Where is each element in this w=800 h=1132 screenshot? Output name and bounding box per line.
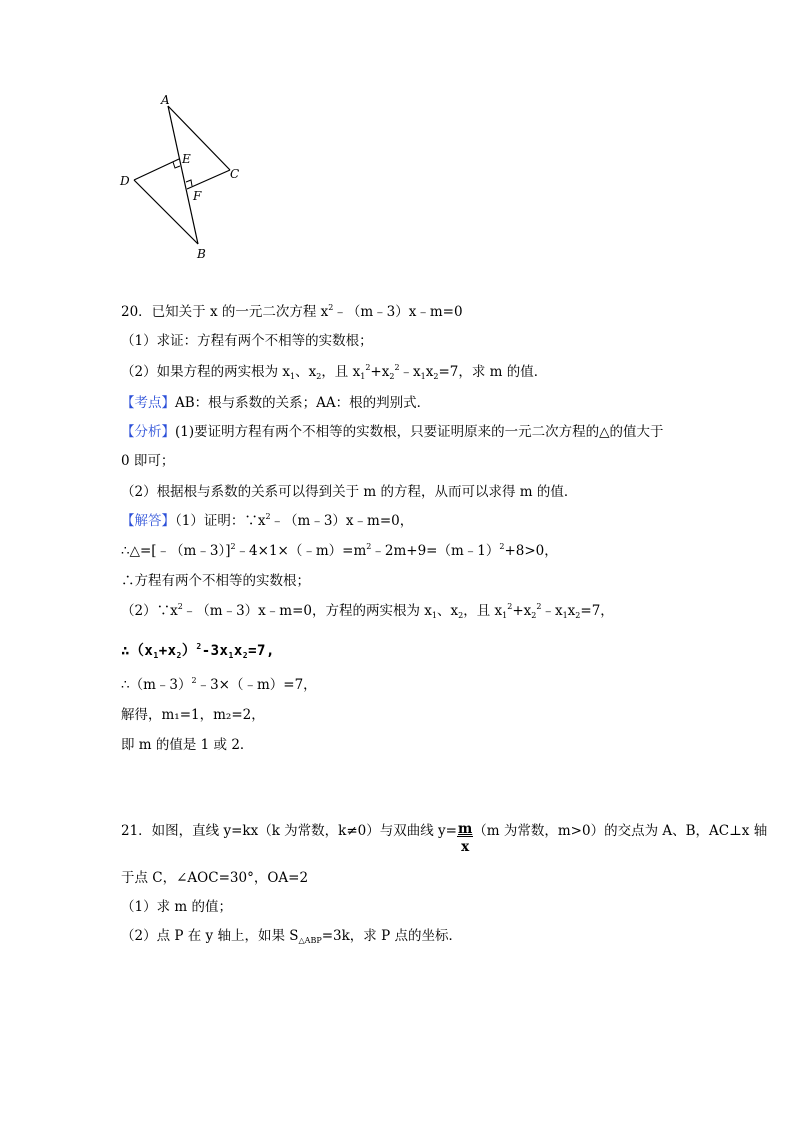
segment-DB — [134, 180, 198, 244]
label-E: E — [182, 152, 191, 166]
fraction-m-over-x: $\frac{m}{x}$ — [457, 821, 473, 855]
q20-delta-line: $\therefore\triangle=[﹣(m﹣3)]^2﹣4\times 1\times(﹣m)=m^2﹣2m+9=(m﹣1)^2+8>0$， — [121, 542, 558, 559]
jieda-tag: 【解答】 — [121, 513, 175, 529]
q20-kaodian: 【考点】AB：根与系数的关系；AA：根的判别式． — [121, 395, 431, 411]
q21-part2: （2）点 P 在 y 轴上，如果 $S_{\triangle ABP}=3k$，求 P 点的坐标． — [121, 928, 462, 945]
q21-stem: 21．如图，直线 y=kx（k 为常数，k≠0）与双曲线 y= $\frac{m}{x}$ （m 为常数，m>0）的交点为 A、B，AC⊥x 轴 — [121, 821, 768, 855]
q20-part1: （1）求证：方程有两个不相等的实数根； — [121, 333, 373, 349]
label-F: F — [193, 189, 202, 203]
q20-part2-solution-line: $(2)\because x^2﹣(m﹣3)x﹣m=0$，方程的两实根为 $x_1$、$x_2$，且 $x_1^2+x_2^2﹣x_1x_2=7$， — [121, 602, 614, 620]
segment-FC — [187, 170, 230, 189]
q20-answer-line: 即 m 的值是 1 或 2． — [121, 737, 254, 753]
segment-AB — [168, 106, 198, 244]
geometry-figure — [112, 92, 252, 267]
q20-therefore-line: ∴方程有两个不相等的实数根； — [121, 573, 310, 589]
label-A: A — [161, 93, 170, 107]
q20-stem: 20．已知关于 x 的一元二次方程 $x^2﹣(m﹣3)x﹣m=0$ — [121, 303, 463, 320]
right-angle-mark-F — [186, 180, 192, 186]
label-C: C — [230, 167, 240, 181]
q20-jieda-line1: 【解答】（1）证明：$\because x^2﹣(m﹣3)x﹣m=0$， — [121, 512, 414, 529]
q20-fenxi-line3: （2）根据根与系数的关系可以得到关于 m 的方程，从而可以求得 m 的值． — [121, 484, 578, 500]
q20-formula-image: $\therefore(x_1+x_2)^2-3x_1x_2=7$, — [121, 642, 275, 660]
q20-fenxi-line1: 【分析】(1)要证明方程有两个不相等的实数根，只要证明原来的一元二次方程的△的值大于 — [121, 424, 664, 440]
label-B: B — [197, 247, 206, 261]
q20-equation-line: ∴（m﹣3）$^2$﹣3×（﹣m）=7， — [121, 676, 317, 693]
segment-DE — [134, 159, 179, 180]
q21-stem-line2: 于点 C，∠AOC=30°，OA=2 — [121, 870, 309, 886]
q20-fenxi-line2: 0 即可； — [121, 453, 175, 469]
q20-part2: （2）如果方程的两实根为 $x_1$、$x_2$，且 $x_1^2+x_2^2﹣x_1x_2=7$，求 m 的值． — [121, 363, 548, 381]
q20-solve-line: 解得，m₁=1，m₂=2， — [121, 707, 265, 723]
right-angle-mark-E — [173, 162, 180, 168]
fenxi-tag: 【分析】 — [121, 424, 175, 440]
label-D: D — [120, 174, 130, 188]
q21-part1: （1）求 m 的值； — [121, 899, 232, 915]
kaodian-tag: 【考点】 — [121, 395, 175, 411]
